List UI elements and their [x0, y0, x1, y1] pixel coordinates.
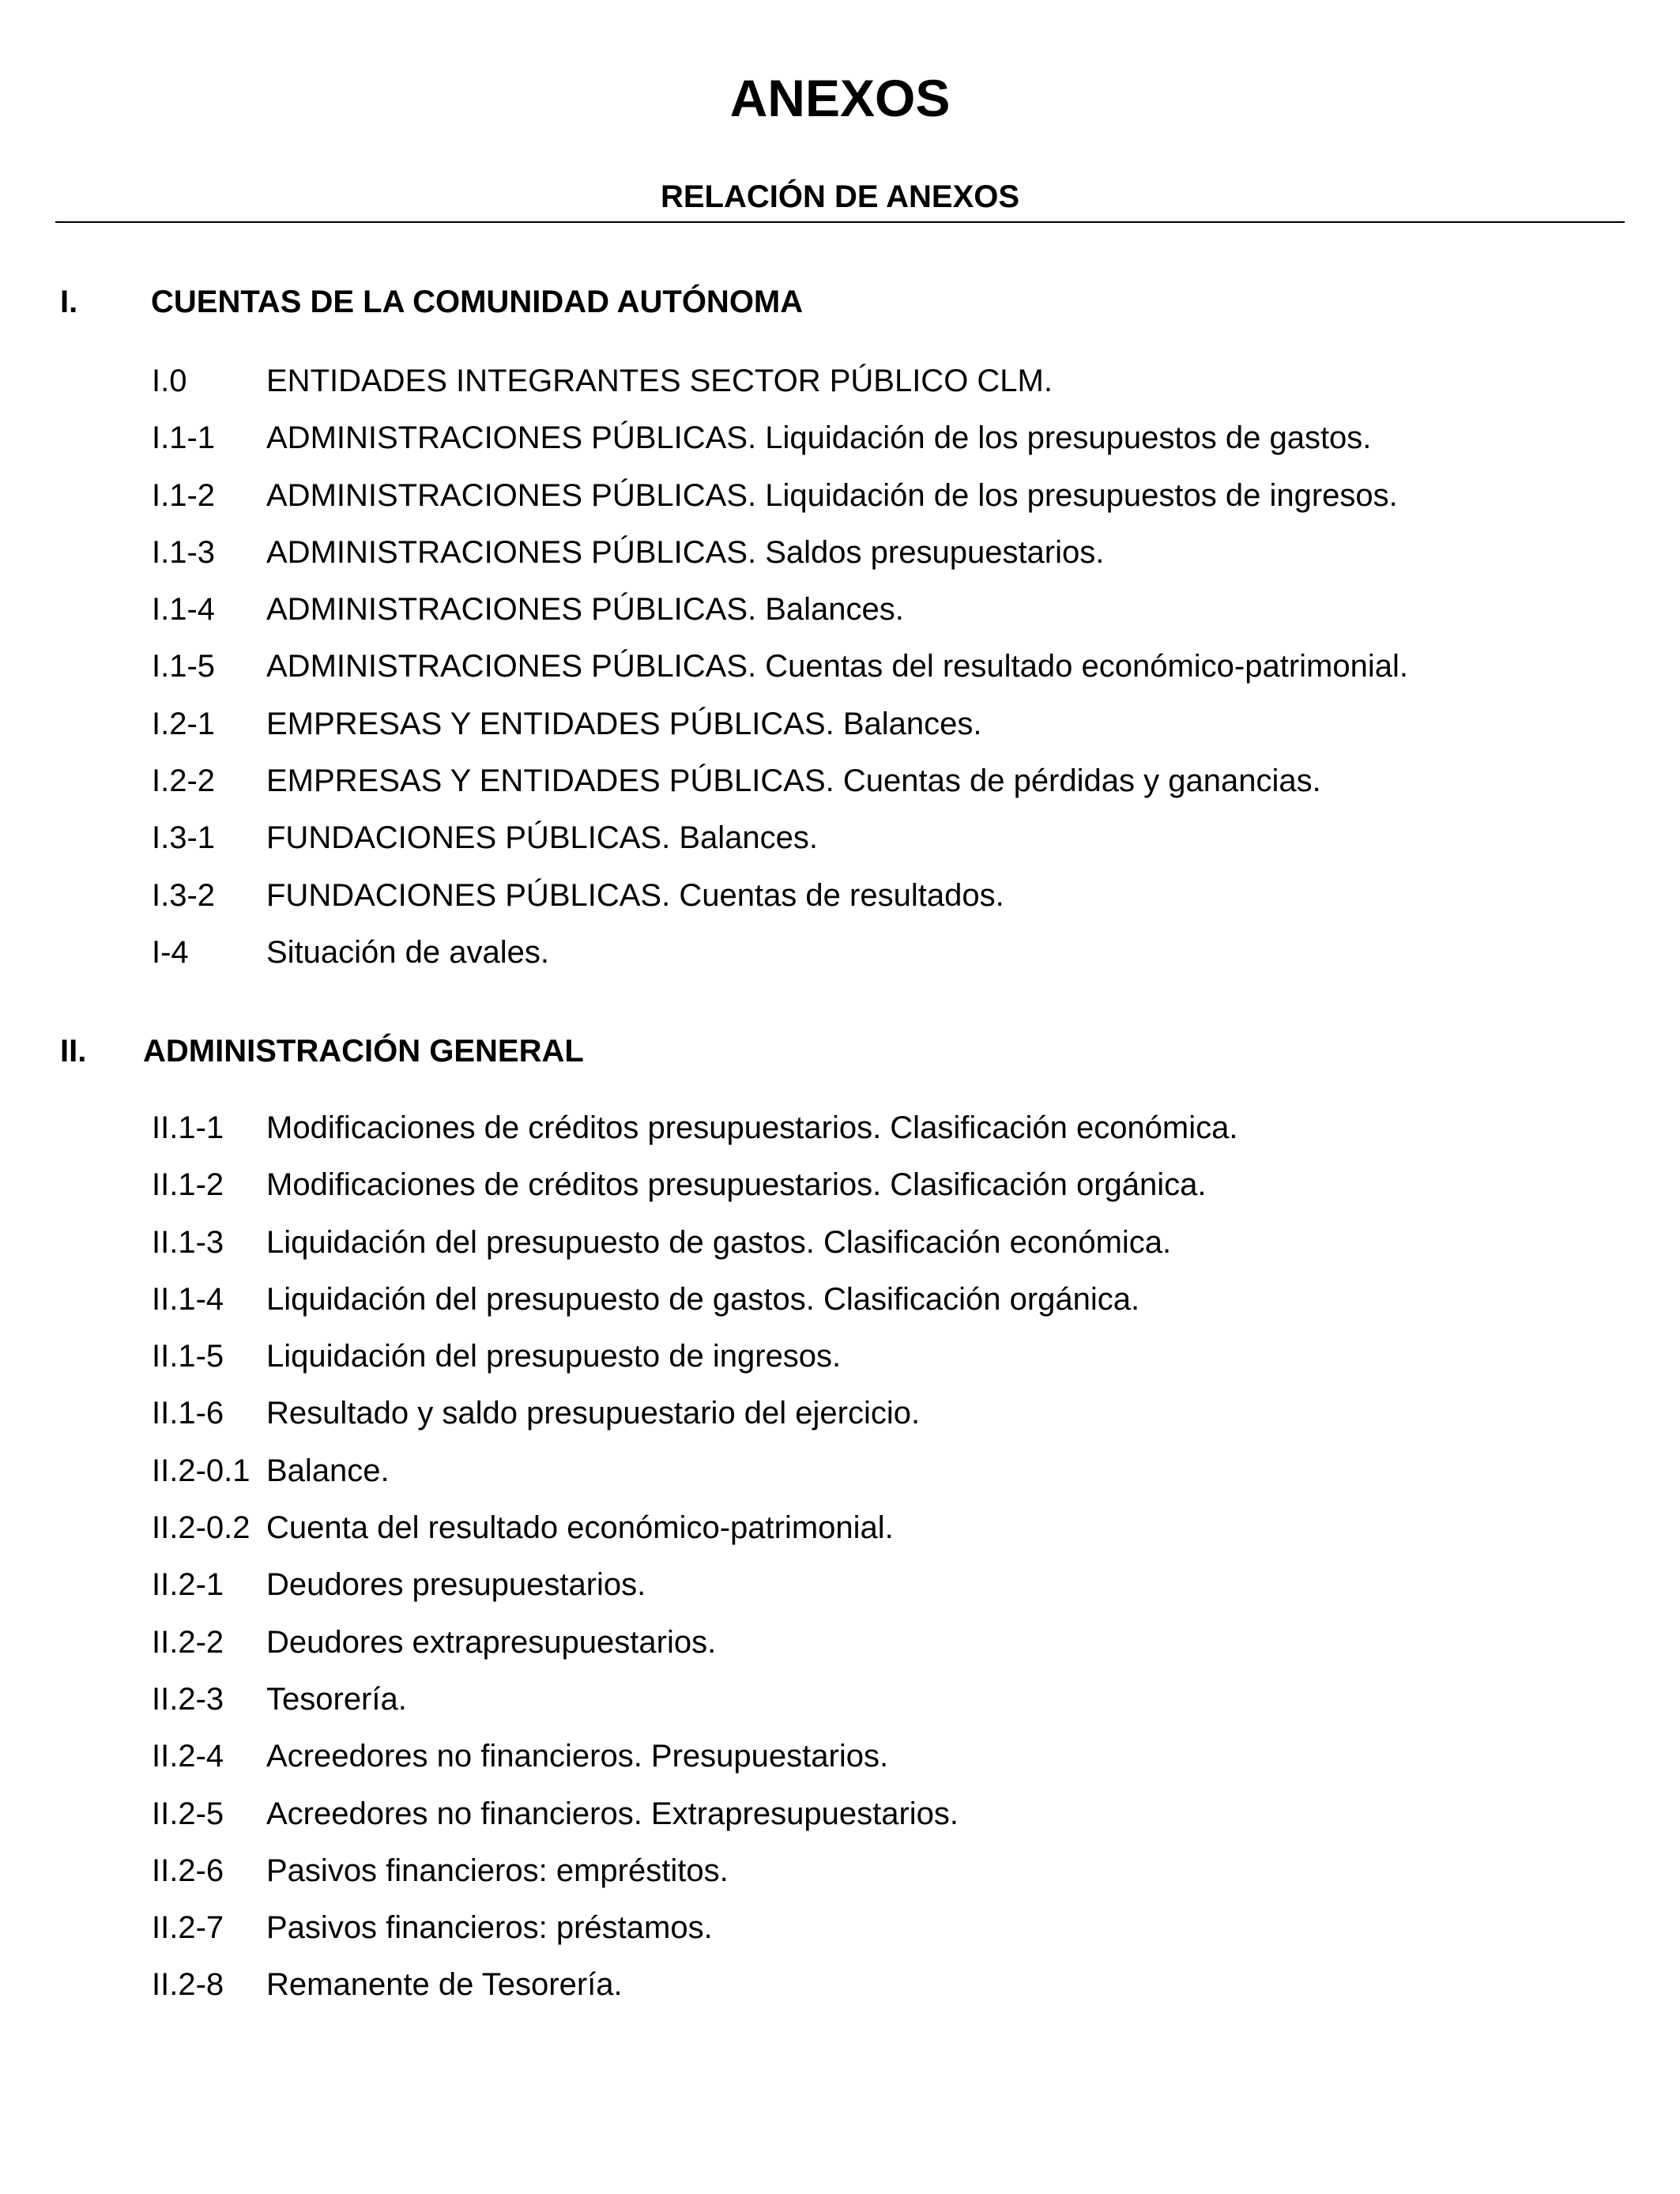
annex-description: Pasivos financieros: préstamos. [266, 1910, 713, 1946]
annex-item [0, 873, 1680, 930]
annex-description: Liquidación del presupuesto de ingresos. [266, 1339, 842, 1374]
annex-code: II.2-4 [152, 1739, 224, 1774]
annex-code: I.1-1 [152, 420, 216, 456]
annex-description: ADMINISTRACIONES PÚBLICAS. Balances. [266, 592, 904, 628]
annex-code: I.1-3 [152, 534, 216, 570]
annex-item [0, 1334, 1680, 1391]
annex-item [0, 1906, 1680, 1962]
annex-description: Modificaciones de créditos presupuestarios. Clasificación económica. [266, 1110, 1238, 1145]
annex-code: I.2-2 [152, 763, 216, 799]
annex-description: Tesorería. [266, 1681, 407, 1717]
annex-code: II.1-1 [152, 1110, 224, 1145]
section-number: II. [60, 1034, 87, 1069]
annex-item [0, 359, 1680, 416]
annex-description: Balance. [266, 1453, 390, 1488]
annex-item [0, 473, 1680, 530]
annex-code: I.2-1 [152, 706, 216, 741]
annex-code: II.2-3 [152, 1681, 224, 1717]
annex-item [0, 1849, 1680, 1906]
annex-code: I.1-2 [152, 477, 216, 513]
annex-code: II.2-8 [152, 1967, 224, 2003]
annex-description: ENTIDADES INTEGRANTES SECTOR PÚBLICO CLM. [266, 364, 1053, 398]
annex-description: FUNDACIONES PÚBLICAS. Cuentas de resultados. [266, 877, 1004, 913]
annex-item [0, 1734, 1680, 1791]
page-title: ANEXOS [729, 69, 951, 127]
annex-item [0, 1106, 1680, 1163]
annex-code: II.1-6 [152, 1396, 224, 1431]
annex-item [0, 1449, 1680, 1506]
annex-code: II.2-6 [152, 1853, 224, 1888]
annex-description: Liquidación del presupuesto de gastos. Clasificación económica. [266, 1224, 1172, 1260]
annex-description: ADMINISTRACIONES PÚBLICAS. Saldos presupuestarios. [266, 534, 1105, 570]
annex-item [0, 644, 1680, 701]
annex-code: II.2-1 [152, 1567, 224, 1603]
annex-code: II.2-5 [152, 1796, 224, 1831]
annex-code: II.1-4 [152, 1281, 224, 1317]
page-subtitle: RELACIÓN DE ANEXOS [660, 179, 1020, 214]
annex-item [0, 1563, 1680, 1619]
annex-item [0, 1620, 1680, 1677]
annex-item [0, 1220, 1680, 1277]
annex-description: ADMINISTRACIONES PÚBLICAS. Cuentas del resultado económico-patrimonial. [266, 649, 1408, 684]
annex-description: Resultado y saldo presupuestario del ejercicio. [266, 1396, 921, 1431]
annex-description: Pasivos financieros: empréstitos. [266, 1853, 729, 1888]
section-title: ADMINISTRACIÓN GENERAL [143, 1034, 584, 1069]
annex-item [0, 702, 1680, 759]
annex-description: EMPRESAS Y ENTIDADES PÚBLICAS. Balances. [266, 706, 982, 741]
annex-item [0, 1792, 1680, 1849]
annex-code: I.3-1 [152, 820, 216, 856]
annex-code: I-4 [152, 934, 189, 970]
annex-code: II.1-2 [152, 1167, 224, 1203]
annex-list-section-2 [0, 1106, 1680, 2020]
annex-description: Cuenta del resultado económico-patrimonial. [266, 1510, 894, 1546]
annex-item [0, 1677, 1680, 1734]
annex-code: II.1-5 [152, 1339, 224, 1374]
annex-item [0, 1391, 1680, 1448]
annex-item [0, 416, 1680, 473]
annex-item [0, 1962, 1680, 2019]
annex-description: Acreedores no financieros. Presupuestarios. [266, 1739, 889, 1774]
annex-item [0, 530, 1680, 587]
annex-code: I.1-4 [152, 592, 216, 628]
annex-description: Situación de avales. [266, 934, 550, 970]
annex-code: II.1-3 [152, 1224, 224, 1260]
section-heading-cuentas [0, 280, 1680, 324]
annex-description: Modificaciones de créditos presupuestarios. Clasificación orgánica. [266, 1167, 1207, 1203]
annex-item [0, 1506, 1680, 1563]
annex-item [0, 930, 1680, 987]
annex-item [0, 1163, 1680, 1220]
annex-code: II.2-0.1 [152, 1453, 250, 1488]
annex-code: I.3-2 [152, 877, 216, 913]
annex-item [0, 816, 1680, 873]
annex-description: Remanente de Tesorería. [266, 1967, 623, 2003]
annex-description: Acreedores no financieros. Extrapresupuestarios. [266, 1796, 959, 1831]
section-heading-administracion [0, 1029, 1680, 1073]
annex-description: Deudores extrapresupuestarios. [266, 1624, 717, 1660]
section-title: CUENTAS DE LA COMUNIDAD AUTÓNOMA [151, 285, 804, 319]
annex-description: Deudores presupuestarios. [266, 1567, 646, 1603]
annex-code: II.2-2 [152, 1624, 224, 1660]
title-divider [55, 221, 1625, 223]
annex-list-section-1 [0, 359, 1680, 987]
annex-description: EMPRESAS Y ENTIDADES PÚBLICAS. Cuentas de pérdidas y ganancias. [266, 763, 1321, 799]
annex-item [0, 1277, 1680, 1334]
annex-item [0, 587, 1680, 644]
annex-item [0, 759, 1680, 816]
annex-code: II.2-7 [152, 1910, 224, 1946]
annex-description: Liquidación del presupuesto de gastos. Clasificación orgánica. [266, 1281, 1140, 1317]
section-number: I. [60, 285, 78, 319]
annex-description: FUNDACIONES PÚBLICAS. Balances. [266, 820, 818, 856]
annex-description: ADMINISTRACIONES PÚBLICAS. Liquidación de los presupuestos de ingresos. [266, 477, 1398, 513]
annex-code: I.1-5 [152, 649, 216, 684]
annex-description: ADMINISTRACIONES PÚBLICAS. Liquidación de los presupuestos de gastos. [266, 420, 1372, 456]
annex-code: II.2-0.2 [152, 1510, 250, 1546]
annex-code: I.0 [152, 364, 187, 398]
